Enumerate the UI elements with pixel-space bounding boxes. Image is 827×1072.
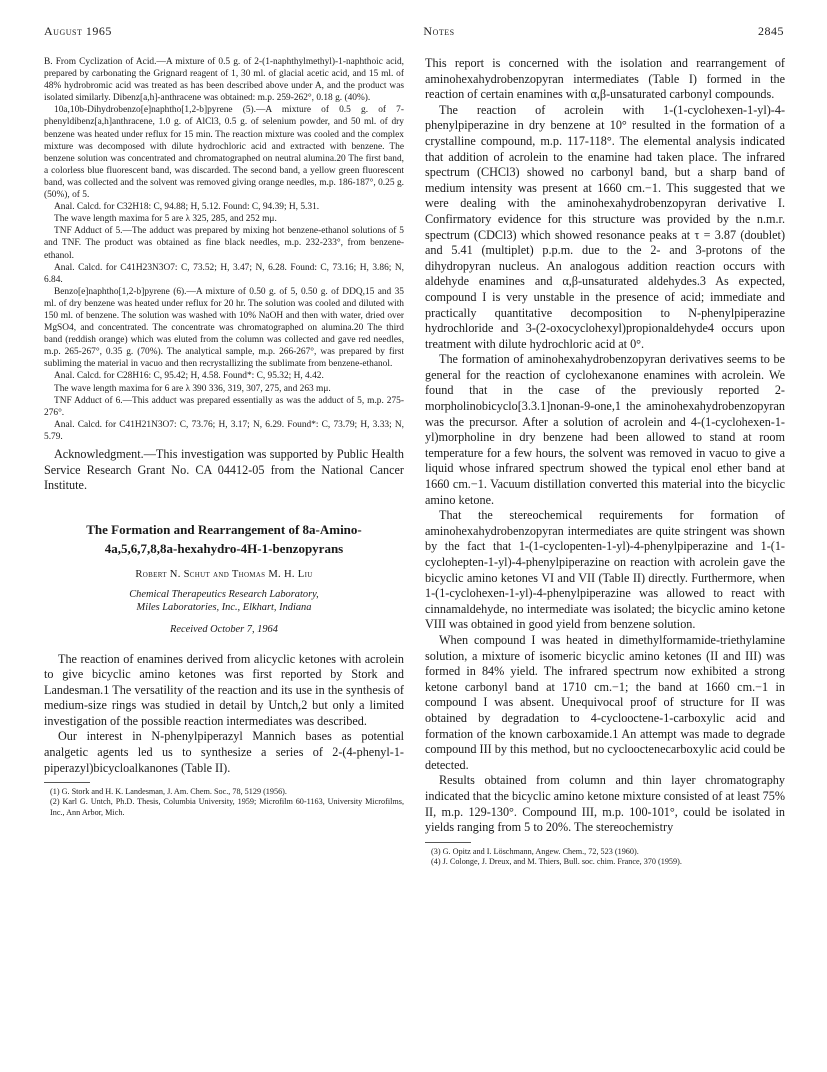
page-number: 2845 [758, 24, 784, 38]
footnote: (2) Karl G. Untch, Ph.D. Thesis, Columbia University, 1959; Microfilm 60-1163, University Microfilms, Inc., Ann Arbor, Mich. [50, 797, 404, 817]
header-date: August 1965 [44, 24, 112, 38]
body-paragraph: That the stereochemical requirements for formation of aminohexahydrobenzopyran intermediates are quite stringent was shown by the fact that 1-(1-cyclopenten-1-yl)-4-phenylpiperazine and 1-(1-cyclohepten-1-yl)-4-phenylpiperazine on reaction with acrolein gave the bicyclic amino ketones VI and VII (Table II) directly. Furthermore, when 1-(1-cyclohexen-1-yl)-4-phenylpiperazine was allowed to react with cinnamaldehyde, no intermediate was isolated; the bicyclic amino ketone VIII was obtained in good yield from benzene solution. [425, 508, 785, 632]
experimental-paragraph: TNF Adduct of 5.—The adduct was prepared by mixing hot benzene-ethanol solutions of 5 and TNF. The product was obtained as fine black needles, m.p. 232-233°, from benzene-ethanol. [44, 226, 404, 261]
body-paragraph: This report is concerned with the isolation and rearrangement of aminohexahydrobenzopyran intermediates (Table I) formed in the reaction of certain enamines with α,β-unsaturated carbonyl compounds. [425, 56, 785, 102]
body-paragraph: Our interest in N-phenylpiperazyl Mannich bases as potential analgetic agents led us to synthesize a series of 2-(4-phenyl-1-piperazyl)bicycloalkanones (Table II). [44, 729, 404, 775]
analysis-line: Anal. Calcd. for C41H21N3O7: C, 73.76; H, 3.17; N, 6.29. Found*: C, 73.79; H, 3.33; N, 5.79. [44, 419, 404, 442]
footnote-divider [425, 842, 471, 843]
right-column [425, 56, 785, 867]
affiliation-line: Chemical Therapeutics Research Laboratory, [129, 588, 319, 600]
body-paragraph: The reaction of acrolein with 1-(1-cyclohexen-1-yl)-4-phenylpiperazine in dry benzene at 10° resulted in the formation of a crystalline compound, m.p. 117-118°. The elemental analysis indicated that addition of acrolein to the enamine had taken place. The infrared spectrum (CHCl3) showed no carbonyl band, but a sharp band of medium intensity was present at 1660 cm.−1. This suggested that we were dealing with the aminohexahydrobenzopyran derivative I. Confirmatory evidence for this structure was provided by the n.m.r. spectrum (CDCl3) which showed resonance peaks at τ = 3.87 (doublet) and 5.41 (multiplet) p.p.m. due to the 2- and 3-protons of the dihydropyran nucleus. An analogous addition reaction occurs with aldehyde enamines and α,β-unsaturated aldehydes.3 As expected, compound I is very unstable in the presence of acid; immediate and practically quantitative decomposition to N-phenylpiperazine hydrochloride and 3-(2-oxocyclohexyl)propionaldehyde4 occurs upon treatment with dilute hydrochloric acid at 0°. [425, 102, 785, 351]
header-section: Notes [423, 24, 455, 38]
received-date: Received October 7, 1964 [170, 623, 278, 635]
experimental-paragraph: Benzo[e]naphtho[1,2-b]pyrene (6).—A mixture of 0.50 g. of 5, 0.50 g. of DDQ,15 and 35 ml. of dry benzene was heated under reflux for 20 hr. The solution was cooled and diluted with 150 ml. of benzene. The solution was washed with 10% NaOH and then with water, dried over MgSO4, and concentrated. The concentrate was chromatographed on alumina.20 The third band (reddish orange) which was eluted from the column was collected and gave red needles, m.p. 265-267°, 0.35 g. (70%). The analytical sample, m.p. 266-267°, was prepared by first subliming the material in vacuo and then recrystallizing the sublimate from benzene-ethanol. [44, 286, 404, 370]
analysis-line: Anal. Calcd. for C41H23N3O7: C, 73.52; H, 3.47; N, 6.28. Found: C, 73.16; H, 3.86; N, 6.84. [44, 262, 404, 285]
affiliation-line: Miles Laboratories, Inc., Elkhart, Indiana [136, 601, 312, 613]
affiliation [44, 588, 404, 614]
acknowledgment: Acknowledgment.—This investigation was supported by Public Health Service Research Grant No. CA 04412-05 from the National Cancer Institute. [44, 447, 404, 492]
article-title: The Formation and Rearrangement of 8a-Amino-4a,5,6,7,8,8a-hexahydro-4H-1-benzopyrans [86, 521, 362, 556]
body-paragraph: The formation of aminohexahydrobenzopyran derivatives seems to be general for the reaction of cyclohexanone enamines with acrolein. We found that in the case of the previously reported 2-morpholinobicyclo[3.3.1]nonan-9-one,1 the aminohexahydrobenzopyran was the precursor. After a solution of acrolein and 4-(1-cyclohexen-1-yl)morpholine in dry benzene had been allowed to stand at room temperature for a few hours, the solvent was removed in vacuo to give a liquid whose infrared spectrum showed the typical enol ether band at 1660 cm.−1. Vacuum distillation converted this material into the bicyclic amino ketone. [425, 352, 785, 507]
footnote: (1) G. Stork and H. K. Landesman, J. Am. Chem. Soc., 78, 5129 (1956). [50, 787, 287, 797]
experimental-paragraph: 10a,10b-Dihydrobenzo[e]naphtho[1,2-b]pyrene (5).—A mixture of 0.5 g. of 7-phenyldibenz[a,h]anthracene, 1.0 g. of AlCl3, 0.5 g. of selenium powder, and 50 ml. of dry benzene was heated under reflux for 15 min. The reaction mixture was cooled and the complex mixture was decomposed with dilute hydrochloric acid and extracted with benzene. The benzene solution was concentrated and chromatographed on neutral alumina.20 The first band, a colorless blue fluorescent band, was discarded. The second band, a yellow green fluorescent band, was collected and the solvent was removed giving orange needles, m.p. 186-187°, 0.25 g. (50%), of 5. [44, 105, 404, 201]
body-paragraph: When compound I was heated in dimethylformamide-triethylamine solution, a mixture of isomeric bicyclic amino ketones (II and III) was formed in 84% yield. The infrared spectrum now exhibited a strong ketone carbonyl band at 1710 cm.−1; the band at 1660 cm.−1 in compound I was absent. Unequivocal proof of structure for II was obtained by degradation to 4-cyclooctene-1-carboxylic acid and formation of the known carboxamide.1 An attempt was made to degrade compound III by this method, but no cyclooctenecarboxylic acid could be detected. [425, 632, 785, 772]
experimental-paragraph: B. From Cyclization of Acid.—A mixture of 0.5 g. of 2-(1-naphthylmethyl)-1-naphthoic acid, prepared by carbonating the Grignard reagent of 1, 30 ml. of glacial acetic acid, and 15 ml. of 48% hydrobromic acid was treated as has been described above under A, and the product was isolated similarly. Dibenz[a,h]-anthracene was obtained: m.p. 259-262°, 0.18 g. (40%). [44, 57, 404, 104]
body-paragraph: The reaction of enamines derived from alicyclic ketones with acrolein to give bicyclic amino ketones was first reported by Stork and Landesman.1 The versatility of the reaction and its use in the synthesis of medium-size rings was studied in detail by Untch,2 but only a limited investigation of the possible reaction intermediates was described. [44, 651, 404, 728]
article-authors: Robert N. Schut and Thomas M. H. Liu [135, 568, 313, 580]
body-paragraph: Results obtained from column and thin layer chromatography indicated that the bicyclic amino ketone mixture consisted of at least 75% II, m.p. 129-130°. Compound III, m.p. 100-101°, could be isolated in yields ranging from 5 to 20%. The stereochemistry [425, 773, 785, 835]
running-header [44, 24, 784, 42]
footnote: (4) J. Colonge, J. Dreux, and M. Thiers, Bull. soc. chim. France, 370 (1959). [431, 856, 682, 866]
experimental-paragraph: TNF Adduct of 6.—This adduct was prepared essentially as was the adduct of 5, m.p. 275-276°. [44, 395, 404, 418]
left-column [44, 56, 404, 818]
experimental-paragraph: The wave length maxima for 6 are λ 390 336, 319, 307, 275, and 263 mμ. [54, 383, 331, 394]
analysis-line: Anal. Calcd. for C32H18: C, 94.88; H, 5.12. Found: C, 94.39; H, 5.31. [54, 202, 320, 213]
footnote: (3) G. Opitz and I. Löschmann, Angew. Chem., 72, 523 (1960). [431, 846, 639, 856]
analysis-line: Anal. Calcd. for C28H16: C, 95.42; H, 4.58. Found*: C, 95.32; H, 4.42. [54, 371, 324, 382]
experimental-paragraph: The wave length maxima for 5 are λ 325, 285, and 252 mμ. [54, 214, 277, 225]
footnote-divider [44, 782, 90, 783]
